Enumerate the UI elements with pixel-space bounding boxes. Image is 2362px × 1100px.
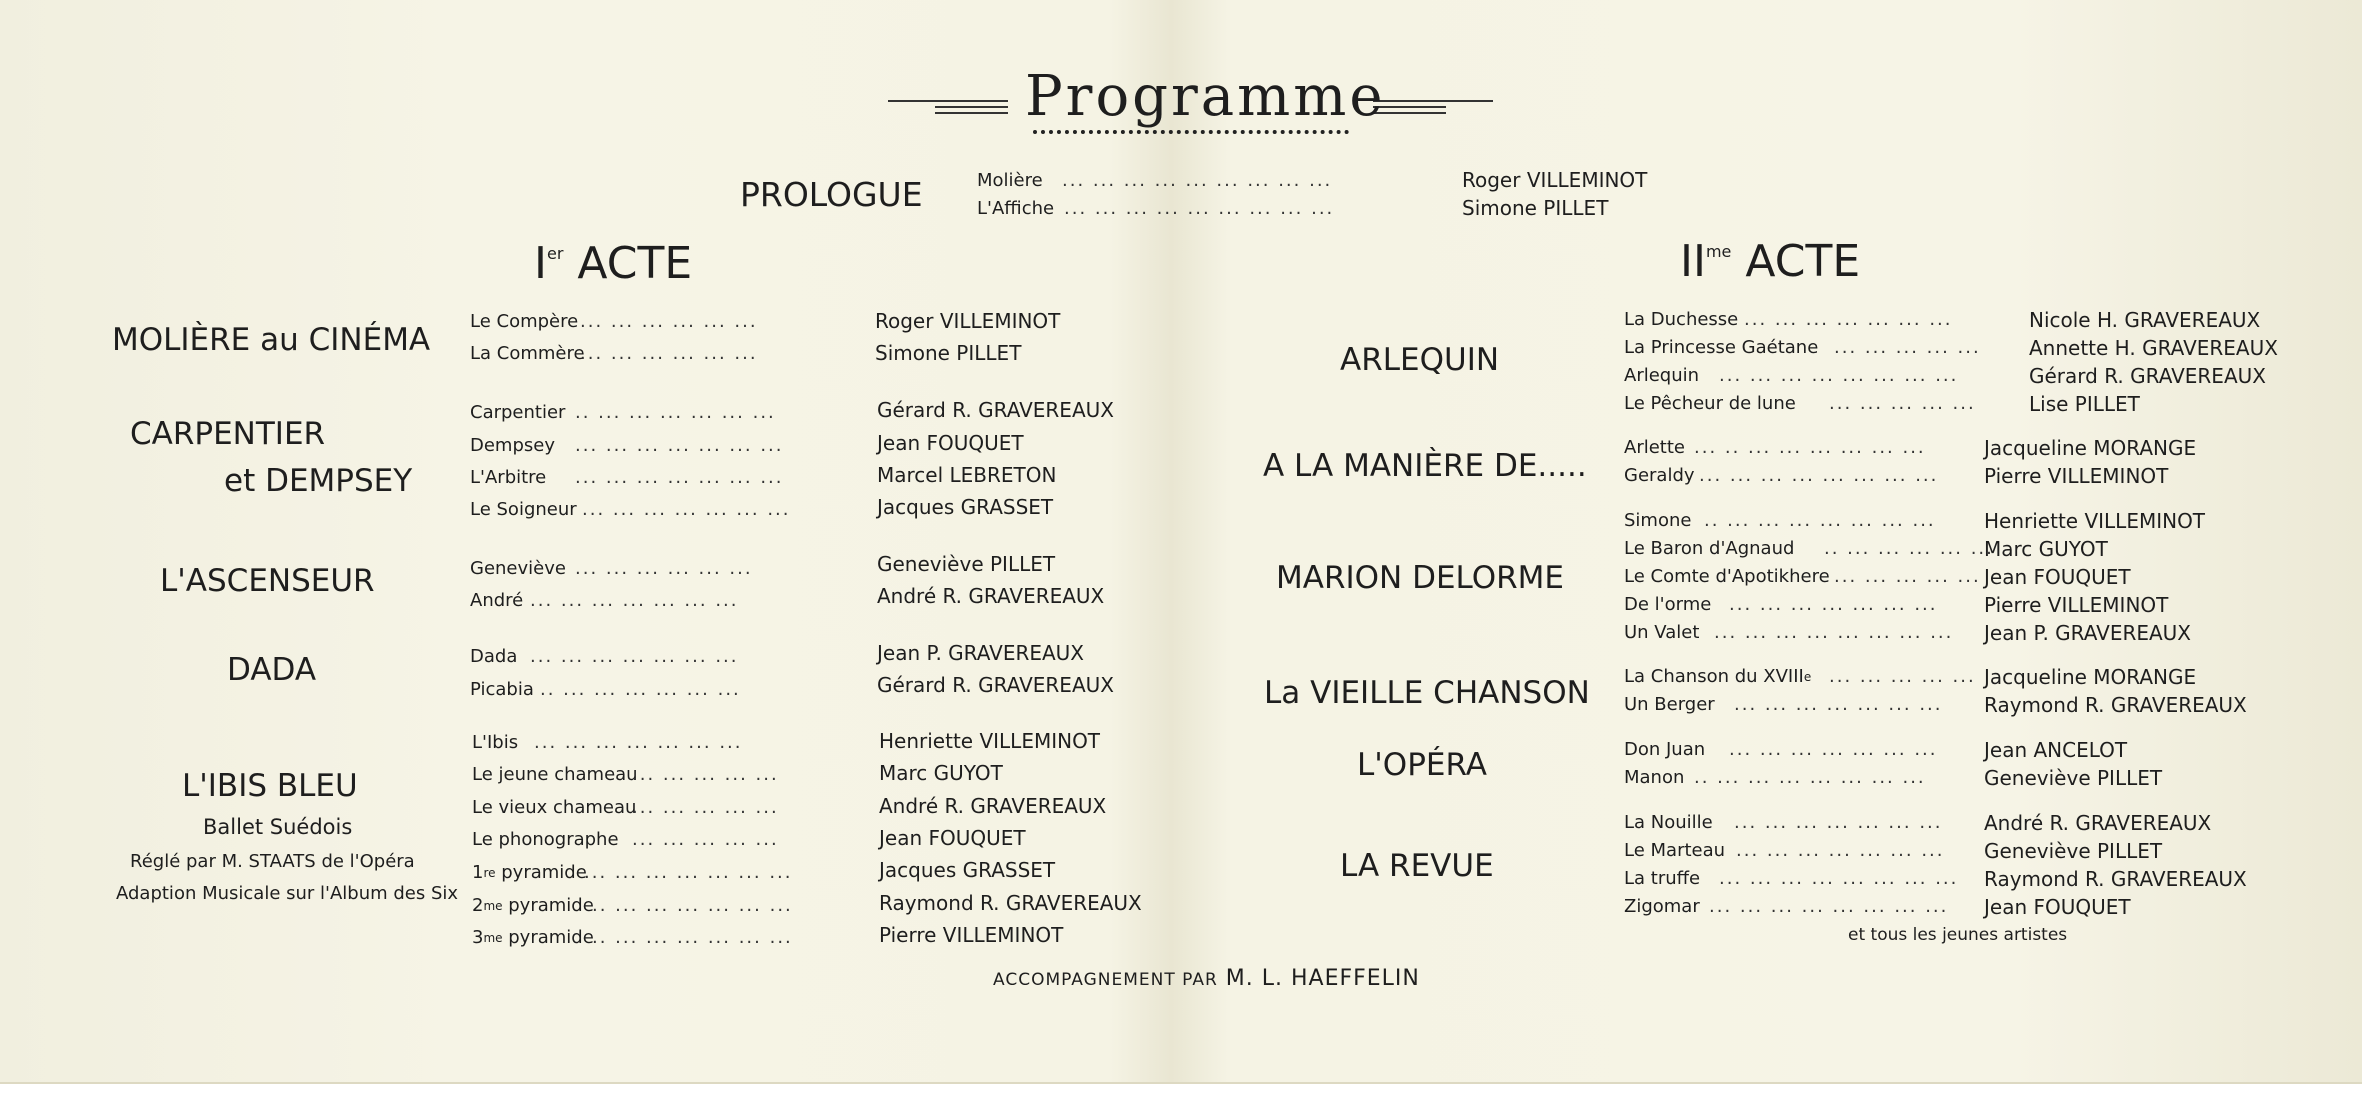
role-name: La Princesse Gaétane ... ... ... ... ... [1624,337,1981,358]
section-title: et DEMPSEY [224,463,413,499]
role-name: Le Comte d'Apotikhere ... ... ... ... ... [1624,566,1981,587]
actor-name: Jean FOUQUET [877,431,1024,455]
title-rule-right [1373,100,1493,102]
role-name: Le vieux chameau ... ... ... ... ... [472,797,779,818]
role-name: L'Ibis ... ... ... ... ... ... ... [472,732,743,753]
role-name: Le jeune chameau ... ... ... ... ... [472,764,779,785]
role-name: Carpentier .. ... ... ... ... ... ... [470,402,776,423]
actor-name: André R. GRAVEREAUX [879,794,1107,818]
role-name: Le Soigneur ... ... ... ... ... ... ... [470,499,791,520]
actor-name: Jacqueline MORANGE [1984,436,2197,460]
role-name: Arlette ... .. ... ... ... ... ... ... [1624,437,1926,458]
role-name: Le Baron d'Agnaud .. ... ... ... ... ... [1624,538,1994,559]
section-title: LA REVUE [1340,848,1494,884]
section-title: A LA MANIÈRE DE..... [1263,448,1587,484]
role-name: Un Berger ... ... ... ... ... ... ... [1624,694,1943,715]
actor-name: Pierre VILLEMINOT [1984,464,2169,488]
actor-name: Jacques GRASSET [879,858,1056,882]
role-name: La Duchesse ... ... ... ... ... ... ... [1624,309,1953,330]
title-rule-left-3 [935,112,1008,114]
section-title: MOLIÈRE au CINÉMA [112,322,431,358]
actor-name: Geneviève PILLET [877,552,1056,576]
acte2-heading: $II^{me}$ ACTE [1680,236,1861,287]
role-name: $2^{me}$ pyramide .. ... ... ... ... ... ... [472,895,793,916]
role-name: Don Juan ... ... ... ... ... ... ... [1624,739,1938,760]
actor-name: Gérard R. GRAVEREAUX [877,398,1114,422]
section-title: ARLEQUIN [1340,342,1500,378]
page-edge [0,1082,2362,1100]
actor-name: Raymond R. GRAVEREAUX [1984,693,2247,717]
section-title: L'ASCENSEUR [160,563,375,599]
role-name: Le Pêcheur de lune ... ... ... ... ... [1624,393,1976,414]
role-name: Simone .. ... ... ... ... ... ... ... [1624,510,1936,531]
actor-name: Simone PILLET [875,341,1022,365]
actor-name: Annette H. GRAVEREAUX [2029,336,2278,360]
prologue-actor: Roger VILLEMINOT [1462,168,1648,192]
role-name: Zigomar ... ... ... ... ... ... ... ... [1624,896,1949,917]
actor-name: Henriette VILLEMINOT [1984,509,2206,533]
actor-name: Jean P. GRAVEREAUX [1984,621,2192,645]
actor-name: Jean FOUQUET [1984,565,2131,589]
role-name: Geraldy ... ... ... ... ... ... ... ... [1624,465,1939,486]
role-name: La Commère ... ... ... ... ... ... [470,343,758,364]
actor-name: Pierre VILLEMINOT [879,923,1064,947]
role-name: Le phonographe ... ... ... ... ... [472,829,779,850]
acte1-heading: Ier ACTE [534,238,693,289]
role-name: Picabia .. ... ... ... ... ... ... [470,679,741,700]
prologue-role: Molière ... ... ... ... ... ... ... ... ... [977,170,1333,191]
title-underline [1033,130,1349,134]
actor-name: Geneviève PILLET [1984,766,2163,790]
section-title: L'OPÉRA [1357,747,1487,783]
role-name: Manon .. ... ... ... ... ... ... ... [1624,767,1926,788]
title-rule-left-2 [935,106,1008,108]
actor-name: Roger VILLEMINOT [875,309,1061,333]
prologue-heading: PROLOGUE [740,175,923,214]
actor-name: André R. GRAVEREAUX [877,584,1105,608]
section-title: CARPENTIER [130,416,326,452]
role-name: $3^{me}$ pyramide .. ... ... ... ... ... ... [472,927,793,948]
actor-name: Jacqueline MORANGE [1984,665,2197,689]
actor-name: Jean FOUQUET [1984,895,2131,919]
section-title: MARION DELORME [1276,560,1564,596]
section-note: Adaption Musicale sur l'Album des Six [116,883,459,904]
actor-name: Jean FOUQUET [879,826,1026,850]
actor-name: Jean P. GRAVEREAUX [877,641,1085,665]
role-name: De l'orme ... ... ... ... ... ... ... [1624,594,1938,615]
role-name: Le Compère ... ... ... ... ... ... [470,311,758,332]
role-name: Un Valet ... ... ... ... ... ... ... ... [1624,622,1954,643]
ensemble-note: et tous les jeunes artistes [1848,925,2068,945]
actor-name: Nicole H. GRAVEREAUX [2029,308,2261,332]
role-name: Arlequin ... ... ... ... ... ... ... ... [1624,365,1959,386]
section-title: L'IBIS BLEU [182,768,358,804]
actor-name: Geneviève PILLET [1984,839,2163,863]
role-name: La Nouille ... ... ... ... ... ... ... [1624,812,1943,833]
actor-name: Marc GUYOT [1984,537,2108,561]
actor-name: Gérard R. GRAVEREAUX [877,673,1114,697]
actor-name: Gérard R. GRAVEREAUX [2029,364,2266,388]
accompaniment-credit: ACCOMPAGNEMENT PAR M. L. HAEFFELIN [993,966,1420,991]
role-name: André ... ... ... ... ... ... ... [470,590,739,611]
prologue-role: L'Affiche ... ... ... ... ... ... ... ... ... [977,198,1335,219]
prologue-actor: Simone PILLET [1462,196,1609,220]
section-subtitle: Ballet Suédois [203,815,353,839]
role-name: L'Arbitre ... ... ... ... ... ... ... [470,467,784,488]
section-title: DADA [227,652,317,688]
actor-name: André R. GRAVEREAUX [1984,811,2212,835]
actor-name: Jean ANCELOT [1984,738,2128,762]
actor-name: Jacques GRASSET [877,495,1054,519]
actor-name: Henriette VILLEMINOT [879,729,1101,753]
section-title: La VIEILLE CHANSON [1264,675,1590,711]
role-name: Le Marteau ... ... ... ... ... ... ... [1624,840,1945,861]
page-title: Programme [1025,64,1386,129]
role-name: La Chanson du XVIIIe ... ... ... ... ... [1624,666,1976,687]
title-rule-left [888,100,1008,102]
actor-name: Pierre VILLEMINOT [1984,593,2169,617]
actor-name: Marc GUYOT [879,761,1003,785]
actor-name: Raymond R. GRAVEREAUX [1984,867,2247,891]
actor-name: Marcel LEBRETON [877,463,1057,487]
role-name: La truffe ... ... ... ... ... ... ... ... [1624,868,1959,889]
role-name: 1re pyramide ... ... ... ... ... ... ... [472,862,793,883]
actor-name: Raymond R. GRAVEREAUX [879,891,1142,915]
role-name: Dada ... ... ... ... ... ... ... [470,646,739,667]
role-name: Dempsey ... ... ... ... ... ... ... [470,435,784,456]
actor-name: Lise PILLET [2029,392,2140,416]
role-name: Geneviève ... ... ... ... ... ... [470,558,753,579]
section-note: Réglé par M. STAATS de l'Opéra [130,851,415,872]
